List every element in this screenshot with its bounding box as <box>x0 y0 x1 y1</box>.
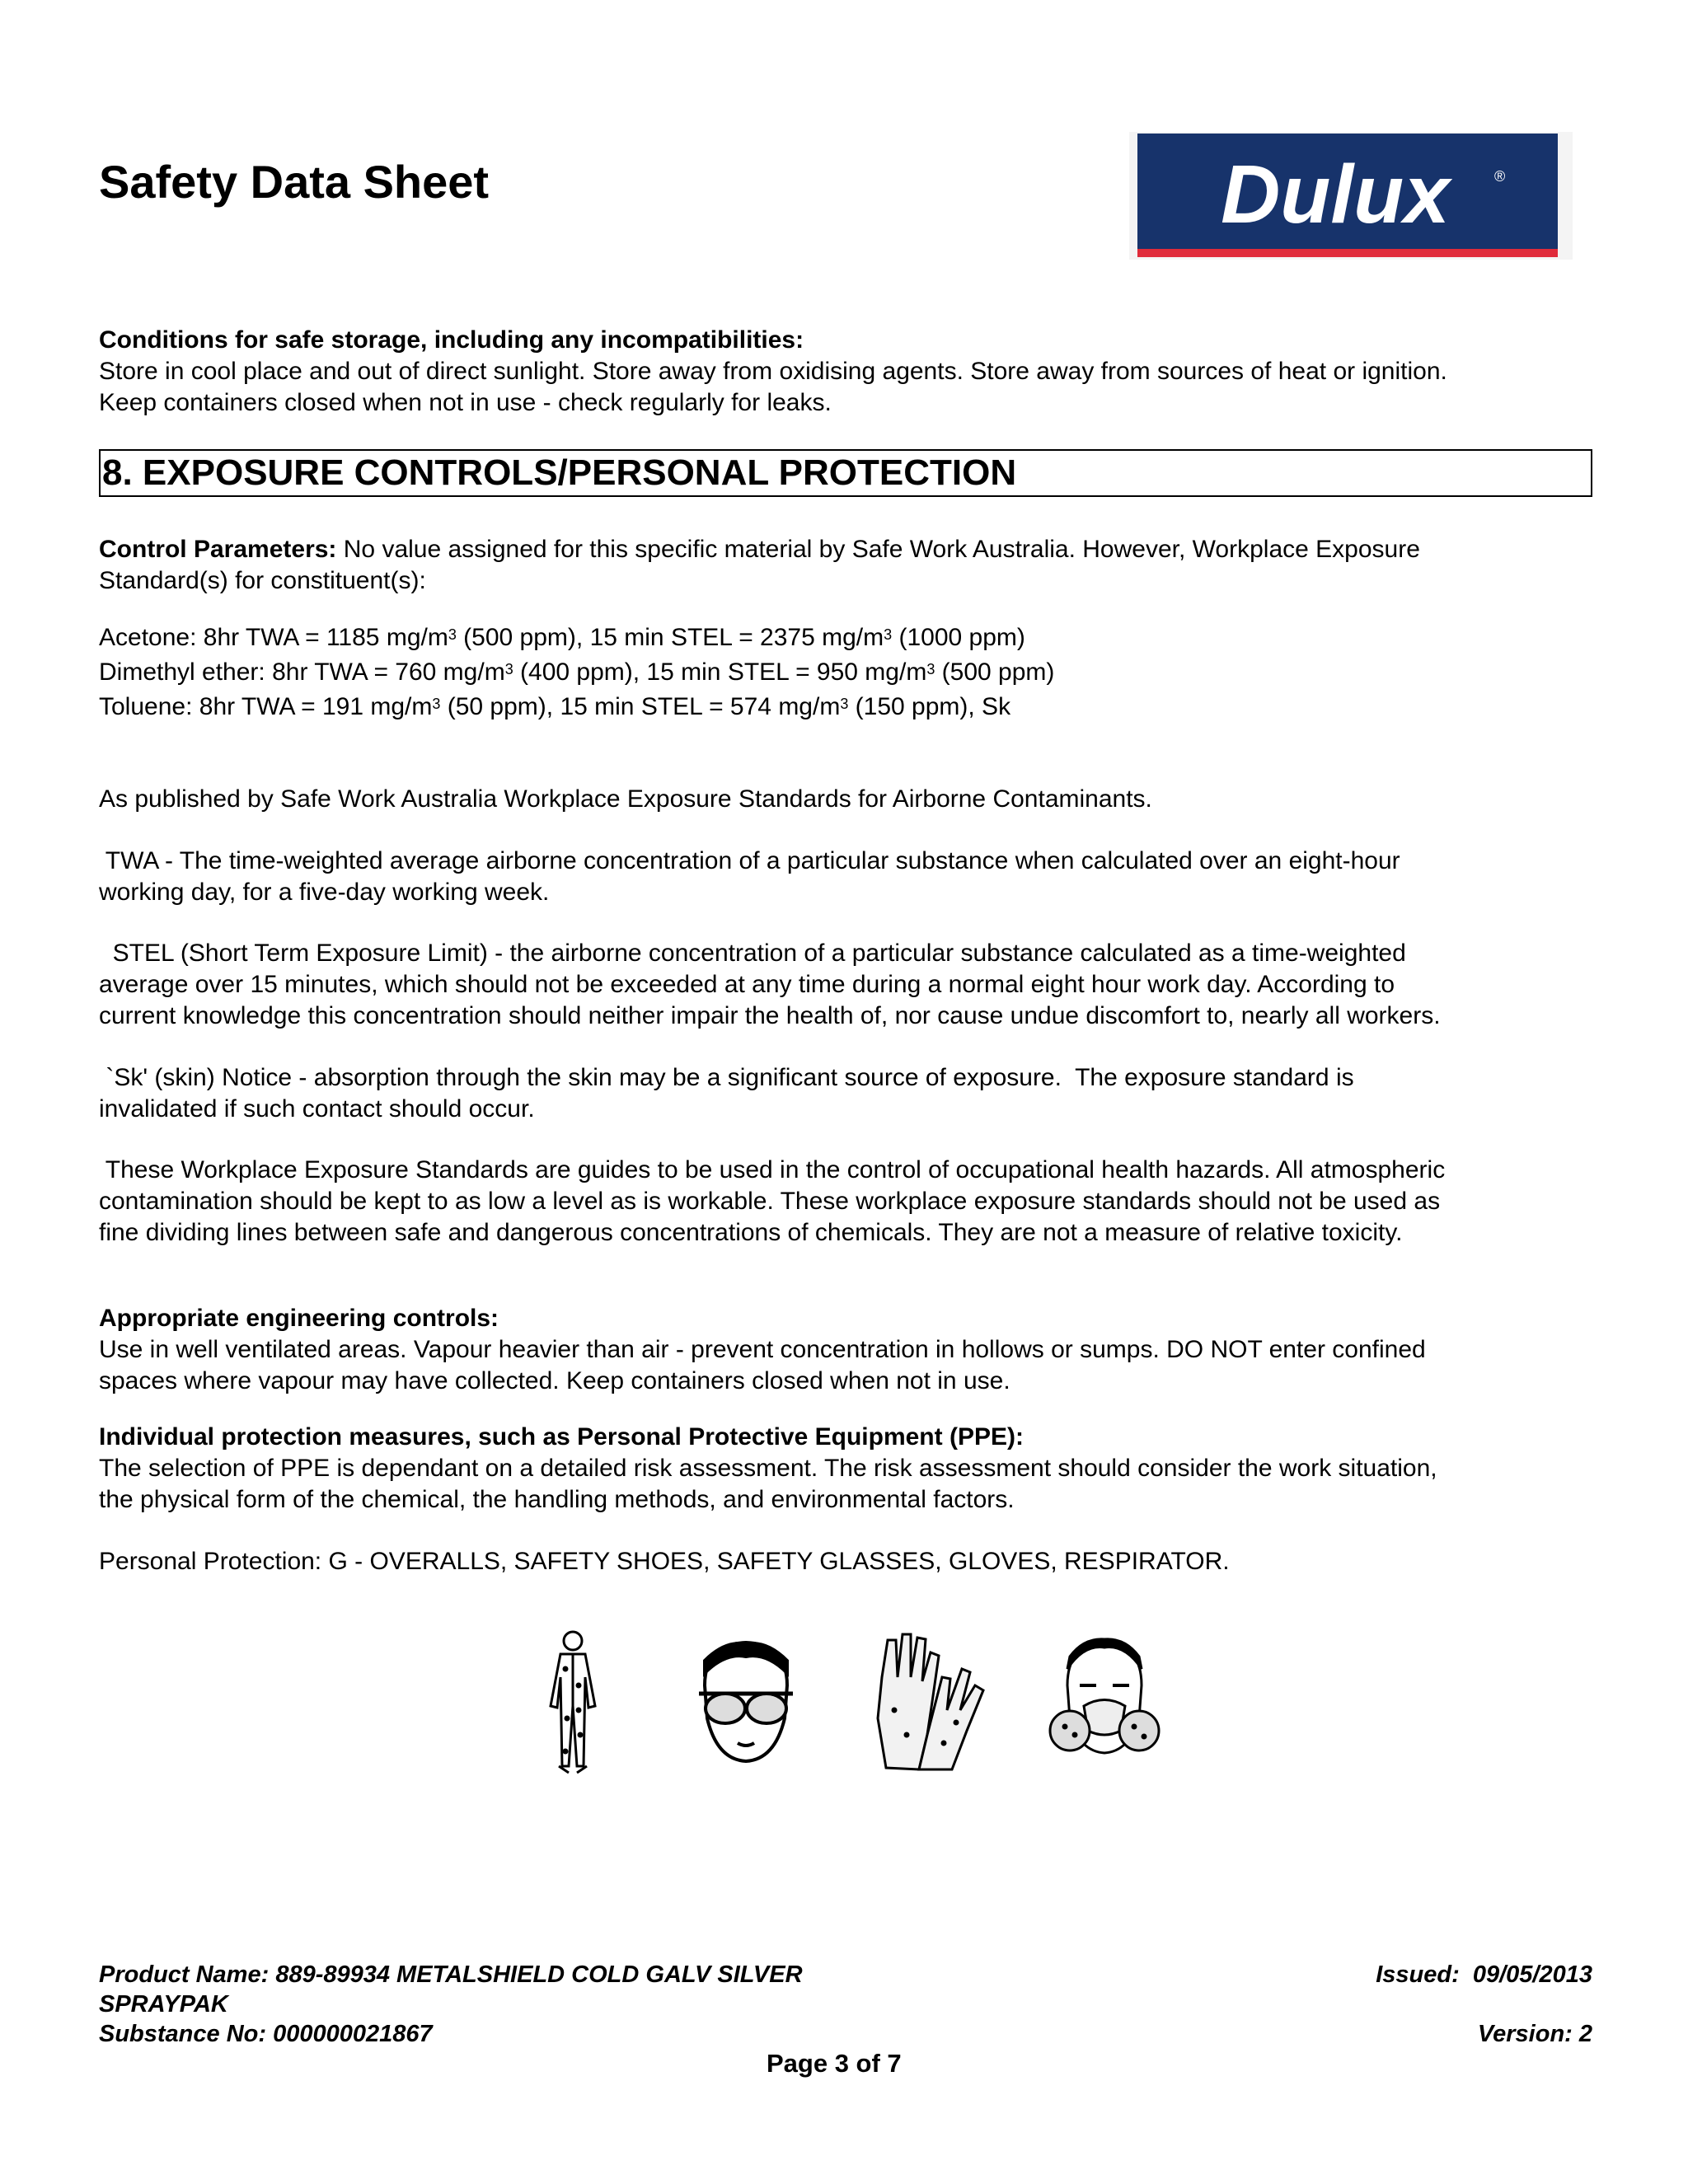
twa-line-2: working day, for a five-day working week. <box>99 879 550 906</box>
footer-substance-no: Substance No: 000000021867 <box>99 2021 433 2047</box>
wes-line-1: These Workplace Exposure Standards are guides to be used in the control of occupational health hazards. All atmospheric <box>99 1156 1446 1183</box>
control-parameters-line-2: Standard(s) for constituent(s): <box>99 567 426 594</box>
control-parameters-label: Control Parameters: <box>99 536 337 563</box>
stel-line-3: current knowledge this concentration should neither impair the health of, nor cause undue discomfort to, nearly all workers. <box>99 1002 1441 1029</box>
footer-product-name-2: SPRAYPAK <box>99 1991 228 2018</box>
footer-product-name-1: Product Name: 889-89934 METALSHIELD COLD GALV SILVER <box>99 1961 803 1988</box>
storage-line-2: Keep containers closed when not in use - check regularly for leaks. <box>99 389 832 416</box>
published-note: As published by Safe Work Australia Workplace Exposure Standards for Airborne Contaminants. <box>99 785 1152 813</box>
respirator-icon <box>1047 1636 1162 1760</box>
exposure-acetone: Acetone: 8hr TWA = 1185 $mg/m^3$ (500 ppm), 15 min STEL = 2375 $mg/m^3$ (1000 ppm) <box>99 624 1025 651</box>
ppe-heading: Individual protection measures, such as Personal Protective Equipment (PPE): <box>99 1423 1024 1451</box>
footer-version: Version: 2 <box>1477 2021 1592 2047</box>
footer-issued-date: Issued: 09/05/2013 <box>1376 1961 1592 1988</box>
exposure-toluene: Toluene: 8hr TWA = 191 $mg/m^3$ (50 ppm), 15 min STEL = 574 $mg/m^3$ (150 ppm), Sk <box>99 693 1011 720</box>
engineering-line-2: spaces where vapour may have collected. Keep containers closed when not in use. <box>99 1367 1010 1394</box>
skin-notice-line-2: invalidated if such contact should occur. <box>99 1095 535 1122</box>
safety-glasses-icon <box>692 1636 799 1768</box>
section-8-title: 8. EXPOSURE CONTROLS/PERSONAL PROTECTION <box>102 452 1017 493</box>
stel-line-2: average over 15 minutes, which should not be exceeded at any time during a normal eight hour work day. According to <box>99 971 1395 998</box>
control-parameters-text: No value assigned for this specific material by Safe Work Australia. However, Workplace Exposure <box>336 536 1420 563</box>
personal-protection: Personal Protection: G - OVERALLS, SAFETY SHOES, SAFETY GLASSES, GLOVES, RESPIRATOR. <box>99 1548 1230 1575</box>
engineering-heading: Appropriate engineering controls: <box>99 1305 499 1332</box>
wes-line-3: fine dividing lines between safe and dangerous concentrations of chemicals. They are not a measure of relative toxicity. <box>99 1219 1403 1246</box>
logo-wordmark: Dulux <box>1221 148 1450 241</box>
overalls-icon <box>536 1628 610 1776</box>
exposure-dimethyl-ether: Dimethyl ether: 8hr TWA = 760 $mg/m^3$ (400 ppm), 15 min STEL = 950 $mg/m^3$ (500 ppm) <box>99 658 1055 686</box>
logo-registered-mark: ® <box>1494 168 1506 185</box>
skin-notice-line-1: `Sk' (skin) Notice - absorption through the skin may be a significant source of exposure. The exposure standard is <box>99 1064 1354 1091</box>
wes-line-2: contamination should be kept to as low a level as is workable. These workplace exposure standards should not be used as <box>99 1188 1441 1215</box>
document-title: Safety Data Sheet <box>99 156 490 208</box>
ppe-line-1: The selection of PPE is dependant on a detailed risk assessment. The risk assessment should consider the work situation, <box>99 1455 1437 1482</box>
control-parameters-line-1 <box>99 534 1420 565</box>
twa-line-1: TWA - The time-weighted average airborne concentration of a particular substance when calculated over an eight-hour <box>99 847 1400 874</box>
gloves-icon <box>870 1628 993 1772</box>
engineering-line-1: Use in well ventilated areas. Vapour heavier than air - prevent concentration in hollows or sumps. DO NOT enter confined <box>99 1336 1426 1363</box>
storage-heading: Conditions for safe storage, including any incompatibilities: <box>99 326 804 354</box>
page-number: Page 3 of 7 <box>767 2049 902 2078</box>
section-8-header <box>99 449 1592 497</box>
dulux-logo <box>1129 132 1573 260</box>
storage-line-1: Store in cool place and out of direct sunlight. Store away from oxidising agents. Store away from sources of heat or ignition. <box>99 358 1447 385</box>
stel-line-1: STEL (Short Term Exposure Limit) - the airborne concentration of a particular substance calculated as a time-weighted <box>99 940 1406 967</box>
ppe-line-2: the physical form of the chemical, the handling methods, and environmental factors. <box>99 1486 1015 1513</box>
